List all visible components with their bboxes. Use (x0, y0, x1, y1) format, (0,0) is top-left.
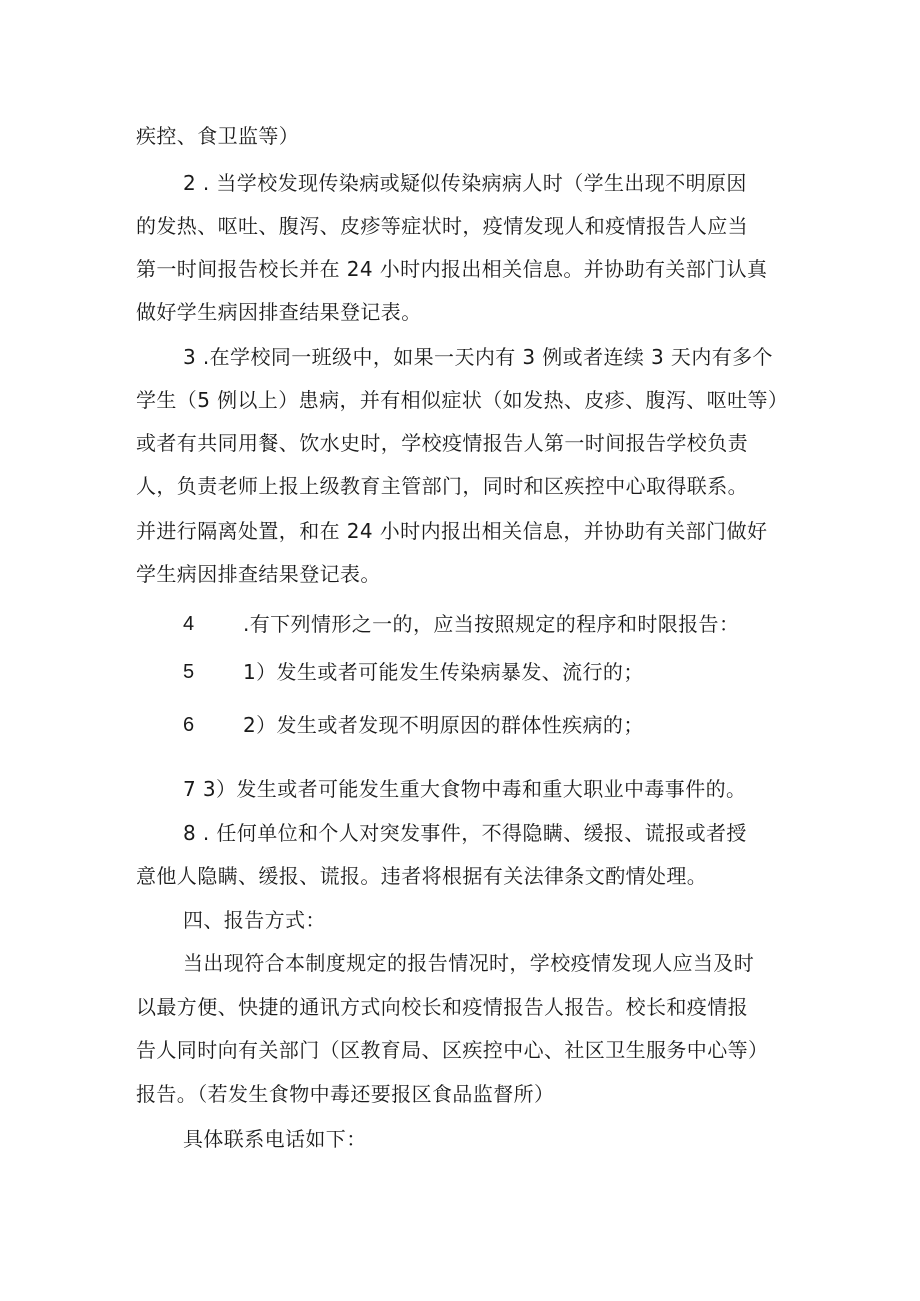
text-line: 疾控、食卫监等） (136, 124, 300, 148)
list-number: 5 (183, 661, 195, 683)
text-line: 意他人隐瞒、缓报、谎报。违者将根据有关法律条文酌情处理。 (136, 864, 708, 888)
paragraph: 具体联系电话如下： (183, 1127, 367, 1151)
section-heading: 四、报告方式： (183, 908, 326, 932)
list-number: 4 (183, 613, 195, 635)
text-line: 人，负责老师上报上级教育主管部门，同时和区疾控中心取得联系。 (136, 474, 748, 498)
text-line: 告人同时向有关部门（区教育局、区疾控中心、社区卫生服务中心等） (136, 1038, 769, 1062)
text-line: 以最方便、快捷的通讯方式向校长和疫情报告人报告。校长和疫情报 (136, 995, 748, 1019)
text-line: 第一时间报告校长并在 24 小时内报出相关信息。并协助有关部门认真 (136, 257, 768, 281)
text-line: 报告。（若发生食物中毒还要报区食品监督所） (136, 1082, 555, 1106)
paragraph: 当出现符合本制度规定的报告情况时，学校疫情发现人应当及时 (183, 951, 755, 975)
paragraph-item-3: 3 .在学校同一班级中，如果一天内有 3 例或者连续 3 天内有多个 (183, 345, 773, 369)
list-item: 2）发生或者发现不明原因的群体性疾病的； (243, 713, 644, 737)
list-item: 1）发生或者可能发生传染病暴发、流行的； (243, 660, 644, 684)
text-line: 的发热、呕吐、腹泻、皮疹等症状时，疫情发现人和疫情报告人应当 (136, 214, 748, 238)
text-line: 并进行隔离处置，和在 24 小时内报出相关信息，并协助有关部门做好 (136, 519, 768, 543)
list-number: 6 (183, 714, 195, 736)
paragraph-item-8: 8 . 任何单位和个人对突发事件，不得隐瞒、缓报、谎报或者授 (183, 821, 747, 845)
text-line: 做好学生病因排查结果登记表。 (136, 300, 422, 324)
text-line: 学生（5 例以上）患病，并有相似症状（如发热、皮疹、腹泻、呕吐等） (136, 388, 789, 412)
paragraph-item-4: .有下列情形之一的，应当按照规定的程序和时限报告： (243, 612, 740, 636)
list-item: 7 3）发生或者可能发生重大食物中毒和重大职业中毒事件的。 (183, 777, 747, 801)
text-line: 学生病因排查结果登记表。 (136, 562, 381, 586)
text-line: 或者有共同用餐、饮水史时，学校疫情报告人第一时间报告学校负责 (136, 431, 748, 455)
paragraph-item-2: 2 . 当学校发现传染病或疑似传染病病人时（学生出现不明原因 (183, 171, 747, 195)
